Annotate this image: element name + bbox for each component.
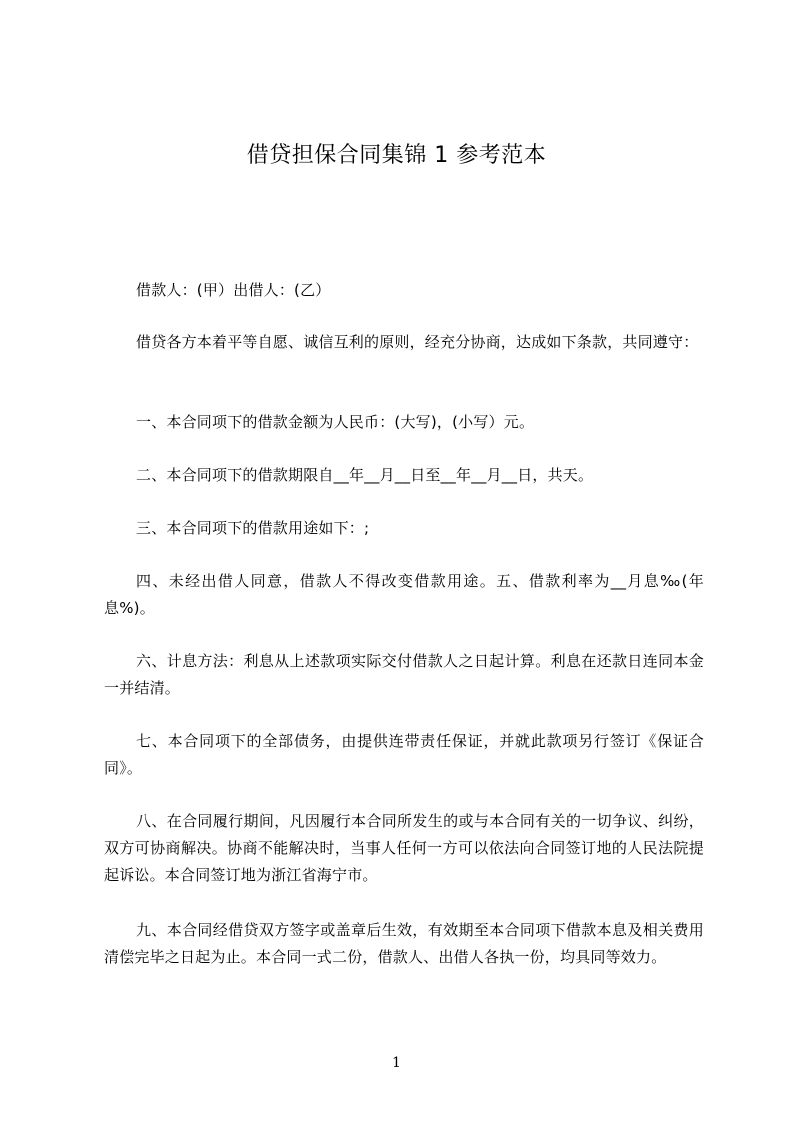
clause-1-paragraph: 一、本合同项下的借款金额为人民币：(大写)，(小写）元。 xyxy=(136,413,535,431)
parties-paragraph: 借款人：(甲）出借人：(乙） xyxy=(136,281,331,299)
clause-2-paragraph: 二、本合同项下的借款期限自__年__月__日至__年__月__日，共天。 xyxy=(136,466,594,484)
page-number: 1 xyxy=(392,1055,401,1071)
clause-3-paragraph: 三、本合同项下的借款用途如下：; xyxy=(136,519,370,537)
preamble-paragraph: 借贷各方本着平等自愿、诚信互利的原则，经充分协商，达成如下条款，共同遵守： xyxy=(136,333,699,351)
clause-8-paragraph: 八、在合同履行期间，凡因履行本合同所发生的或与本合同有关的一切争议、纠纷，双方可协商解决。协商不能解决时，当事人任何一方可以依法向合同签订地的人民法院提起诉讼。本合同签订地为浙江省海宁市。 xyxy=(104,812,704,884)
clause-9-paragraph: 九、本合同经借贷双方签字或盖章后生效，有效期至本合同项下借款本息及相关费用清偿完毕之日起为止。本合同一式二份，借款人、出借人各执一份，均具同等效力。 xyxy=(104,921,704,966)
clause-6-paragraph: 六、计息方法：利息从上述款项实际交付借款人之日起计算。利息在还款日连同本金一并结清。 xyxy=(104,652,704,697)
clause-4-5-paragraph: 四、未经出借人同意，借款人不得改变借款用途。五、借款利率为__月息‰(年息%)。 xyxy=(104,572,704,617)
document-title: 借贷担保合同集锦 1 参考范本 xyxy=(246,143,547,168)
clause-7-paragraph: 七、本合同项下的全部债务，由提供连带责任保证，并就此款项另行签订《保证合同》。 xyxy=(104,732,704,777)
